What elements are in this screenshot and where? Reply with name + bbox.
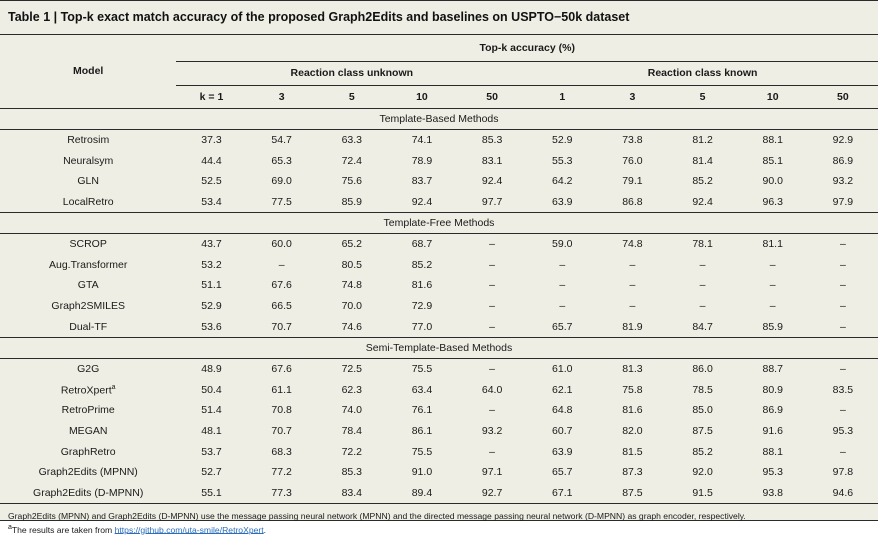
table-row [0,316,878,337]
model-name: GLN [77,175,99,188]
value-cell-unknown: 83.1 [481,154,503,167]
value-cell-unknown: 53.4 [201,195,222,208]
value-cell-unknown: 92.4 [411,195,433,208]
value-cell-unknown: 78.4 [341,425,362,438]
header-topk-accuracy: Top-k accuracy (%) [176,35,878,62]
footnote-line-1: Graph2Edits (MPNN) and Graph2Edits (D-MPNN) use the message passing neural network (MPNN) and the directed message passing neural network (D-MPNN) as graph encoder, respectively. [8,511,746,522]
value-cell-known: 73.8 [622,133,643,146]
value-cell-unknown: 43.7 [201,238,222,251]
value-cell-unknown: 74.8 [341,279,362,292]
model-name: G2G [77,363,100,376]
table-row [0,358,878,379]
value-cell-known: – [559,258,566,271]
value-cell-unknown: 63.4 [411,383,433,396]
value-cell-known: 76.0 [622,154,643,167]
value-cell-known: 88.7 [762,363,783,376]
value-cell-unknown: 75.6 [341,175,362,188]
table-caption: Table 1 | Top-k exact match accuracy of the proposed Graph2Edits and baselines on USPTO−50k dataset [0,1,878,35]
section-title: Template-Based Methods [0,108,878,129]
footnote-line-2 [8,523,870,536]
value-cell-unknown: 80.5 [341,258,362,271]
value-cell-unknown: 62.3 [341,383,362,396]
value-cell-known: 83.5 [832,383,854,396]
value-cell-unknown: 37.3 [201,133,222,146]
value-cell-unknown: 54.7 [271,133,292,146]
value-cell-known: – [629,258,636,271]
value-cell-known: 86.9 [762,404,783,417]
value-cell-unknown: 68.3 [271,445,292,458]
value-cell-unknown: 51.1 [201,279,222,292]
table-footnotes [0,503,878,542]
value-cell-known: 93.8 [762,486,783,499]
value-cell-unknown: 65.2 [341,238,362,251]
value-cell-unknown: 48.9 [201,363,222,376]
model-name-cell [0,191,176,212]
value-cell-unknown: 70.7 [271,425,292,438]
value-cell-unknown: 93.2 [481,425,503,438]
value-cell-unknown: 53.2 [201,258,222,271]
value-cell-unknown: 75.5 [411,445,433,458]
value-cell-unknown: 97.7 [481,195,503,208]
value-cell-known: 97.8 [832,466,854,479]
section-title: Semi-Template-Based Methods [0,337,878,358]
value-cell-unknown: – [489,279,496,292]
value-cell-known: 87.5 [692,425,713,438]
table-row [0,400,878,421]
table-row [0,421,878,442]
section-header-row [0,108,878,129]
model-name-cell [0,129,176,150]
model-name-cell [0,421,176,442]
model-name: Retrosim [67,133,110,146]
value-cell-unknown: 97.1 [481,466,503,479]
results-table [0,35,878,504]
model-name-cell [0,462,176,483]
model-name: MEGAN [68,425,108,438]
value-cell-known: 55.3 [552,154,573,167]
model-name-cell [0,380,176,401]
value-cell-unknown: 70.0 [341,300,362,313]
value-cell-unknown: 92.4 [481,175,503,188]
value-cell-unknown: 77.5 [271,195,292,208]
value-cell-known: 81.4 [692,154,713,167]
value-cell-known: 85.1 [762,154,783,167]
table-row [0,234,878,255]
value-cell-known: – [699,258,706,271]
value-cell-unknown: 68.7 [411,238,433,251]
value-cell-unknown: 66.5 [271,300,292,313]
model-name: RetroXpert [60,384,112,397]
value-cell-known: 81.2 [692,133,713,146]
value-cell-known: 85.0 [692,404,713,417]
value-cell-unknown: 72.5 [341,363,362,376]
header-group-known: Reaction class known [527,61,878,85]
value-cell-known: 87.3 [622,466,643,479]
model-name: LocalRetro [62,195,114,208]
value-cell-known: 80.9 [762,383,783,396]
value-cell-known: 91.6 [762,425,783,438]
section-title: Template-Free Methods [0,213,878,234]
model-name-cell [0,255,176,276]
value-cell-unknown: – [489,404,496,417]
value-cell-known: 63.9 [552,195,573,208]
table-row [0,441,878,462]
model-name: Graph2Edits (D-MPNN) [33,486,144,499]
value-cell-unknown: – [489,363,496,376]
header-k-unknown-50: 50 [486,90,498,103]
value-cell-known: – [839,238,846,251]
value-cell-unknown: 52.7 [201,466,222,479]
value-cell-known: 52.9 [552,133,573,146]
header-k-unknown-1: k = 1 [199,90,224,103]
value-cell-known: 61.0 [552,363,573,376]
model-name: Graph2SMILES [51,300,125,313]
value-cell-known: 97.9 [832,195,854,208]
value-cell-known: 95.3 [762,466,783,479]
model-name-cell [0,316,176,337]
model-name-cell [0,441,176,462]
value-cell-known: 96.3 [762,195,783,208]
header-row-top [0,35,878,62]
value-cell-unknown: 74.6 [341,320,362,333]
header-k-known-10: 10 [766,90,779,103]
value-cell-known: 82.0 [622,425,643,438]
value-cell-known: 92.9 [832,133,854,146]
model-name-cell [0,171,176,192]
value-cell-known: – [699,279,706,292]
model-name-cell [0,358,176,379]
value-cell-unknown: 85.3 [341,466,362,479]
value-cell-known: 92.0 [692,466,713,479]
value-cell-known: – [559,279,566,292]
value-cell-known: 65.7 [552,466,573,479]
value-cell-unknown: 92.7 [481,486,503,499]
value-cell-known: 60.7 [552,425,573,438]
model-name: Graph2Edits (MPNN) [38,466,138,479]
table-row [0,483,878,504]
value-cell-unknown: – [489,300,496,313]
value-cell-known: 78.5 [692,383,713,396]
value-cell-unknown: – [489,238,496,251]
section-header-row [0,337,878,358]
header-k-known-50: 50 [837,90,849,103]
model-name: GTA [77,279,99,292]
table-row [0,296,878,317]
value-cell-known: 81.9 [622,320,643,333]
header-k-unknown-3: 3 [278,90,285,103]
value-cell-unknown: 53.6 [201,320,222,333]
value-cell-unknown: 77.3 [271,486,292,499]
table-row [0,255,878,276]
value-cell-known: 81.6 [622,404,643,417]
value-cell-known: – [769,300,776,313]
model-name-cell [0,275,176,296]
value-cell-known: – [839,258,846,271]
retroxpert-link[interactable]: https://github.com/uta-smile/RetroXpert [114,524,264,535]
value-cell-known: 94.6 [832,486,854,499]
value-cell-known: 64.8 [552,404,573,417]
value-cell-known: 85.2 [692,445,713,458]
value-cell-known: – [629,279,636,292]
value-cell-unknown: 44.4 [201,154,222,167]
value-cell-unknown: 85.9 [341,195,362,208]
value-cell-unknown: 83.4 [341,486,362,499]
value-cell-unknown: 67.6 [271,363,292,376]
value-cell-unknown: – [489,258,496,271]
header-k-known-1: 1 [559,90,566,103]
value-cell-unknown: 67.6 [271,279,292,292]
value-cell-known: – [839,445,846,458]
value-cell-unknown: 75.5 [411,363,433,376]
value-cell-unknown: 78.9 [411,154,433,167]
value-cell-unknown: 77.0 [411,320,433,333]
value-cell-known: – [839,279,846,292]
value-cell-known: 84.7 [692,320,713,333]
value-cell-unknown: 64.0 [481,383,503,396]
value-cell-unknown: 85.2 [411,258,433,271]
value-cell-known: 65.7 [552,320,573,333]
value-cell-known: 79.1 [622,175,643,188]
footnote-text-pre: The results are taken from [11,524,115,535]
value-cell-unknown: 70.8 [271,404,292,417]
value-cell-known: 74.8 [622,238,643,251]
model-name: RetroPrime [61,404,115,417]
value-cell-known: 86.8 [622,195,643,208]
value-cell-unknown: 91.0 [411,466,433,479]
value-cell-unknown: 85.3 [481,133,503,146]
model-name: SCROP [69,238,107,251]
value-cell-known: 90.0 [762,175,783,188]
value-cell-unknown: 48.1 [201,425,222,438]
value-cell-unknown: 50.4 [201,383,222,396]
model-name-cell [0,296,176,317]
header-group-unknown: Reaction class unknown [176,61,527,85]
value-cell-known: 63.9 [552,445,573,458]
value-cell-unknown: 55.1 [201,486,222,499]
value-cell-unknown: 63.3 [341,133,362,146]
value-cell-known: 81.5 [622,445,643,458]
table-row [0,171,878,192]
value-cell-unknown: 72.9 [411,300,433,313]
value-cell-unknown: – [278,258,285,271]
value-cell-unknown: 86.1 [411,425,433,438]
value-cell-unknown: 60.0 [271,238,292,251]
value-cell-known: 87.5 [622,486,643,499]
value-cell-unknown: – [489,320,496,333]
value-cell-known: 93.2 [832,175,854,188]
table-row [0,275,878,296]
value-cell-unknown: 74.0 [341,404,362,417]
value-cell-known: 78.1 [692,238,713,251]
value-cell-unknown: 72.2 [341,445,362,458]
value-cell-unknown: 89.4 [411,486,433,499]
value-cell-known: – [839,320,846,333]
table-row [0,462,878,483]
header-k-known-5: 5 [699,90,706,103]
value-cell-unknown: 72.4 [341,154,362,167]
value-cell-unknown: 52.5 [201,175,222,188]
model-name: GraphRetro [60,445,116,458]
table-row [0,150,878,171]
footnote-marker: a [8,523,12,531]
header-k-unknown-5: 5 [348,90,355,103]
value-cell-known: 67.1 [552,486,573,499]
value-cell-unknown: 65.3 [271,154,292,167]
value-cell-unknown: 52.9 [201,300,222,313]
value-cell-unknown: 74.1 [411,133,433,146]
value-cell-known: – [839,363,846,376]
value-cell-known: 81.3 [622,363,643,376]
table-header [0,35,878,109]
section-header-row [0,213,878,234]
value-cell-known: 85.9 [762,320,783,333]
value-cell-known: 88.1 [762,445,783,458]
value-cell-known: – [839,300,846,313]
value-cell-known: – [839,404,846,417]
table-row [0,380,878,401]
value-cell-known: – [769,279,776,292]
value-cell-known: 59.0 [552,238,573,251]
model-name-cell [0,400,176,421]
model-name-cell [0,483,176,504]
value-cell-unknown: 77.2 [271,466,292,479]
value-cell-unknown: – [489,445,496,458]
value-cell-unknown: 83.7 [411,175,433,188]
model-name-cell [0,234,176,255]
model-footnote-marker: a [111,383,116,391]
model-name: Neuralsym [63,154,114,167]
value-cell-known: – [629,300,636,313]
value-cell-known: – [699,300,706,313]
header-model: Model [73,65,104,78]
model-name-cell [0,150,176,171]
value-cell-known: 75.8 [622,383,643,396]
value-cell-unknown: 70.7 [271,320,292,333]
value-cell-known: 62.1 [552,383,573,396]
value-cell-known: – [559,300,566,313]
header-k-known-3: 3 [629,90,636,103]
value-cell-unknown: 76.1 [411,404,433,417]
value-cell-unknown: 69.0 [271,175,292,188]
value-cell-known: 91.5 [692,486,713,499]
value-cell-unknown: 61.1 [271,383,292,396]
value-cell-known: 86.9 [832,154,854,167]
value-cell-unknown: 81.6 [411,279,433,292]
value-cell-known: 64.2 [552,175,573,188]
value-cell-known: 88.1 [762,133,783,146]
value-cell-known: – [769,258,776,271]
value-cell-known: 92.4 [692,195,713,208]
value-cell-known: 95.3 [832,425,854,438]
model-name: Aug.Transformer [49,258,128,271]
table-body [0,108,878,503]
table-row [0,129,878,150]
value-cell-unknown: 53.7 [201,445,222,458]
value-cell-known: 86.0 [692,363,713,376]
model-name: Dual-TF [69,320,108,333]
header-k-unknown-10: 10 [416,90,428,103]
footnote-text-post: . [263,524,267,535]
table-row [0,191,878,212]
value-cell-unknown: 51.4 [201,404,222,417]
value-cell-known: 85.2 [692,175,713,188]
value-cell-known: 81.1 [762,238,783,251]
